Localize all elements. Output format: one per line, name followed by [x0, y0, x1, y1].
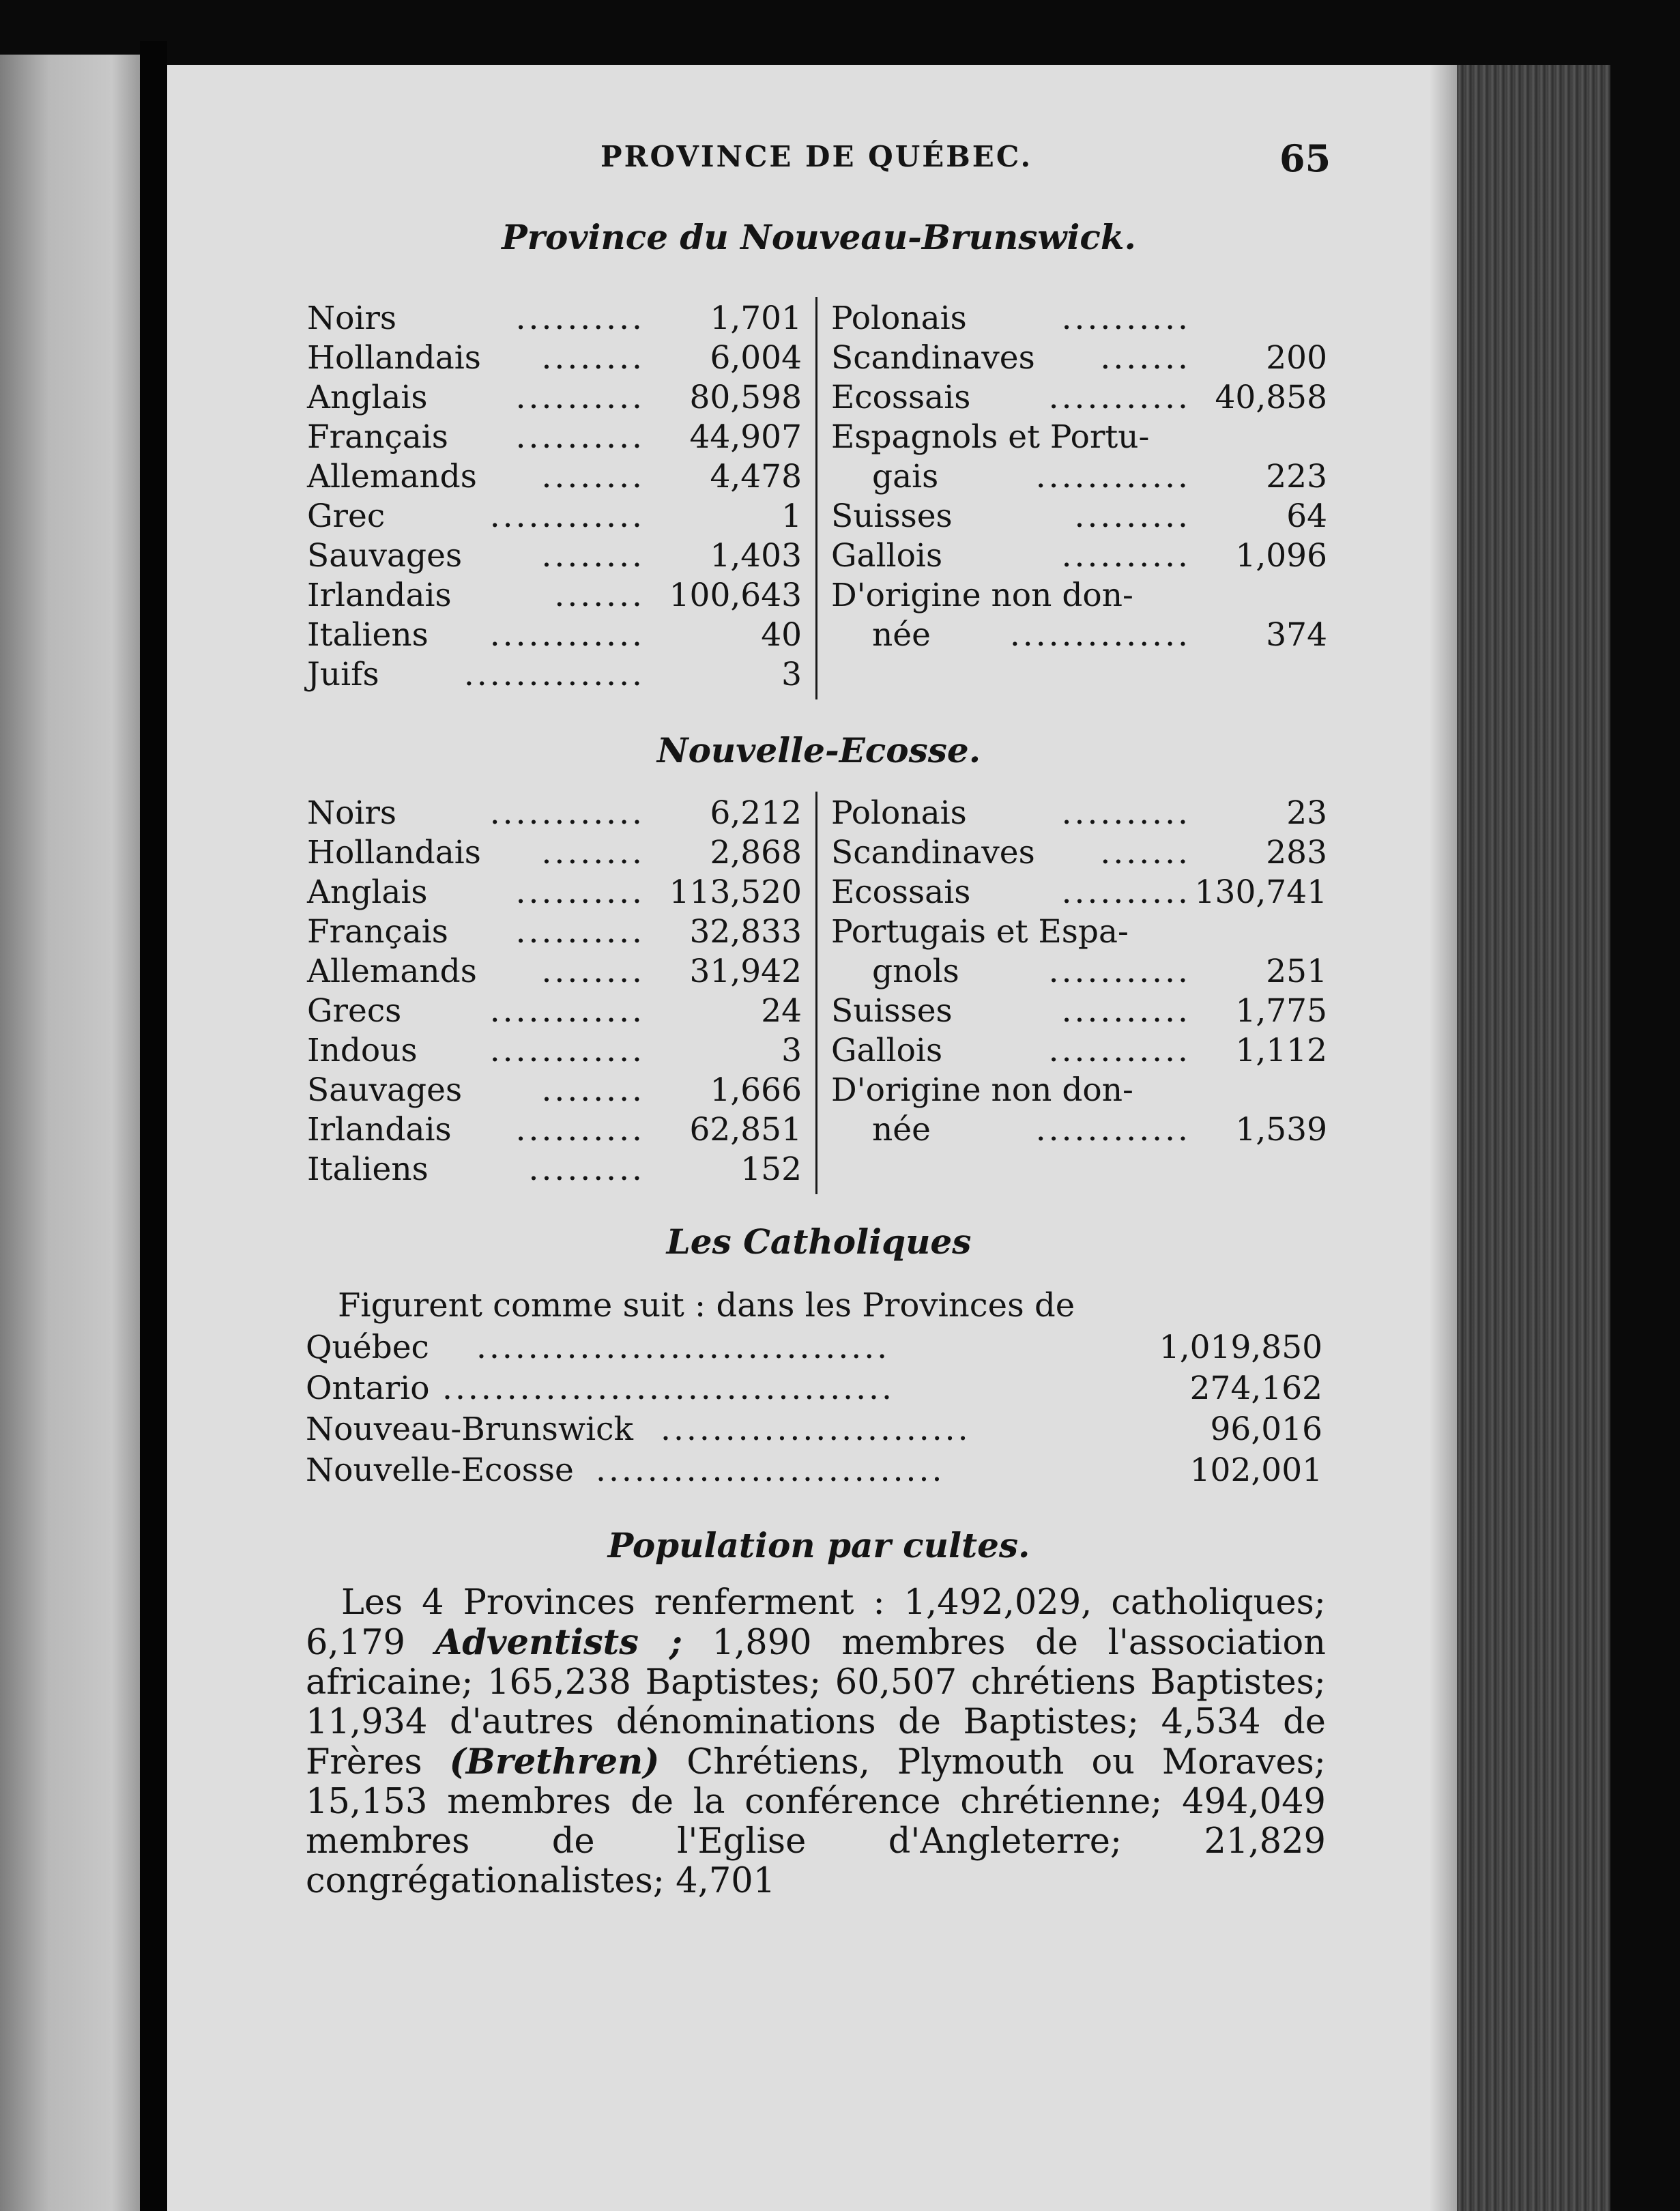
table-row — [831, 912, 1327, 952]
row-value: 3 — [781, 1032, 802, 1069]
table-row — [306, 1327, 1322, 1368]
table-row — [831, 1110, 1327, 1150]
leader-dots: ............ — [489, 794, 645, 832]
leader-dots: ............ — [489, 1032, 645, 1069]
row-value: 113,520 — [669, 873, 802, 911]
section-title-nouveau-brunswick: Province du Nouveau-Brunswick. — [502, 217, 1136, 257]
row-label: Ontario — [306, 1370, 430, 1407]
table-row — [831, 497, 1327, 536]
cultes-paragraph — [306, 1583, 1326, 1901]
row-value: 44,907 — [689, 418, 802, 456]
leader-dots: ........................... — [596, 1451, 945, 1489]
row-value: 130,741 — [1194, 873, 1327, 911]
row-label: Scandinaves — [831, 339, 1035, 377]
leader-dots: .......... — [515, 300, 645, 337]
row-label: Grecs — [307, 992, 402, 1030]
row-label: Scandinaves — [831, 834, 1035, 871]
page-number: 65 — [1279, 136, 1331, 180]
table-row — [831, 833, 1327, 873]
leader-dots: ......... — [1074, 497, 1191, 535]
row-label: Portugais et Espa- — [831, 913, 1129, 951]
paragraph-text: 1,890 membres de l'association africaine; 165,238 Baptistes; 60,507 chrétiens Baptistes; 11,934 d'autres dénominations de Baptistes; 4,534 de Frères — [306, 1623, 1327, 1782]
row-value: 200 — [1266, 339, 1327, 377]
leader-dots: ........ — [541, 458, 645, 495]
row-label: gnols — [872, 953, 959, 990]
table-row — [831, 992, 1327, 1031]
row-value: 96,016 — [1210, 1411, 1322, 1448]
leader-dots: ....... — [1100, 339, 1191, 377]
row-value: 6,004 — [710, 339, 802, 377]
row-label: Sauvages — [307, 537, 463, 575]
table-row — [307, 616, 802, 655]
row-label: Irlandais — [307, 1111, 452, 1148]
row-value: 40,858 — [1215, 379, 1327, 416]
leader-dots: ....... — [1100, 834, 1191, 871]
table-row — [307, 378, 802, 418]
table-row — [307, 794, 802, 833]
row-label: Espagnols et Portu- — [831, 418, 1150, 456]
table-row — [307, 873, 802, 912]
row-value: 32,833 — [689, 913, 802, 951]
leader-dots: .............. — [463, 656, 645, 693]
table-nb-left — [307, 299, 802, 695]
row-value: 374 — [1266, 616, 1327, 654]
row-value: 1,019,850 — [1159, 1329, 1322, 1366]
leader-dots: ........ — [541, 339, 645, 377]
row-value: 1,403 — [710, 537, 802, 575]
table-row — [306, 1450, 1322, 1491]
leader-dots: .......... — [1061, 873, 1191, 911]
table-row — [307, 576, 802, 616]
running-head: PROVINCE DE QUÉBEC. — [600, 140, 1033, 173]
row-value: 1 — [781, 497, 802, 535]
table-row — [307, 1071, 802, 1110]
table-row — [307, 1150, 802, 1189]
catholiques-intro: Figurent comme suit : dans les Provinces de — [338, 1286, 1075, 1325]
row-value: 102,001 — [1189, 1451, 1322, 1489]
row-label: Hollandais — [307, 834, 481, 871]
table-row — [831, 952, 1327, 992]
row-value: 1,096 — [1235, 537, 1327, 575]
row-label: Anglais — [307, 873, 428, 911]
row-label: Suisses — [831, 992, 953, 1030]
row-label: Nouvelle-Ecosse — [306, 1451, 574, 1489]
row-value: 62,851 — [689, 1111, 802, 1148]
leader-dots: ........... — [1048, 379, 1191, 416]
row-value: 40 — [761, 616, 802, 654]
row-label: Gallois — [831, 537, 943, 575]
row-value: 31,942 — [689, 953, 802, 990]
table-row — [307, 299, 802, 338]
row-label: née — [872, 616, 931, 654]
table-row — [307, 536, 802, 576]
table-row — [307, 457, 802, 497]
section-title-catholiques: Les Catholiques — [666, 1222, 972, 1262]
table-row — [307, 338, 802, 378]
table-row — [307, 992, 802, 1031]
row-value: 1,666 — [710, 1071, 802, 1109]
page-stack-edge — [1457, 65, 1610, 2211]
leader-dots: ........ — [541, 537, 645, 575]
row-label: Anglais — [307, 379, 428, 416]
row-label: Hollandais — [307, 339, 481, 377]
leader-dots: ............ — [489, 616, 645, 654]
row-label: Québec — [306, 1329, 429, 1366]
row-label: Noirs — [307, 794, 397, 832]
row-label: Sauvages — [307, 1071, 463, 1109]
row-label: Polonais — [831, 794, 967, 832]
row-label: Italiens — [307, 616, 429, 654]
emphasis-brethren: (Brethren) — [449, 1742, 660, 1782]
table-row — [307, 497, 802, 536]
page-shadow — [1430, 65, 1457, 2211]
column-divider — [815, 792, 817, 1194]
row-label: Irlandais — [307, 577, 452, 614]
row-value: 64 — [1286, 497, 1327, 535]
row-label: Allemands — [307, 953, 477, 990]
leader-dots: ................................... — [442, 1370, 895, 1407]
facing-page-edge — [0, 55, 140, 2211]
section-title-nouvelle-ecosse: Nouvelle-Ecosse. — [656, 730, 981, 770]
column-divider — [815, 297, 817, 699]
leader-dots: .......... — [1061, 300, 1191, 337]
table-row — [307, 1110, 802, 1150]
row-value: 3 — [781, 656, 802, 693]
row-value: 1,112 — [1235, 1032, 1327, 1069]
row-value: 251 — [1266, 953, 1327, 990]
table-row — [306, 1409, 1322, 1450]
row-value: 80,598 — [689, 379, 802, 416]
row-label: Ecossais — [831, 873, 971, 911]
row-value: 1,539 — [1235, 1111, 1327, 1148]
table-row — [307, 655, 802, 695]
leader-dots: .......... — [1061, 537, 1191, 575]
table-row — [831, 794, 1327, 833]
book-gutter — [140, 41, 167, 2211]
row-value: 274,162 — [1189, 1370, 1322, 1407]
table-row — [307, 952, 802, 992]
table-row — [306, 1368, 1322, 1409]
row-label: Français — [307, 418, 448, 456]
section-title-population-par-cultes: Population par cultes. — [607, 1525, 1030, 1565]
leader-dots: .......... — [515, 418, 645, 456]
leader-dots: ............ — [489, 497, 645, 535]
row-label: Juifs — [307, 656, 379, 693]
leader-dots: ........ — [541, 834, 645, 871]
table-row — [831, 378, 1327, 418]
table-row — [831, 873, 1327, 912]
leader-dots: .......... — [515, 1111, 645, 1148]
paragraph-text: Chrétiens, Plymouth ou Moraves; 15,153 membres de la conférence chrétienne; 494,049 membres de l'Eglise d'Angleterre; 21,829 congrégationalistes; 4,701 — [306, 1742, 1326, 1901]
row-label: Noirs — [307, 300, 397, 337]
leader-dots: ........................ — [661, 1411, 971, 1448]
table-row — [307, 833, 802, 873]
table-row — [831, 1071, 1327, 1110]
leader-dots: ............ — [489, 992, 645, 1030]
leader-dots: .......... — [515, 873, 645, 911]
table-row — [307, 1031, 802, 1071]
row-value: 6,212 — [710, 794, 802, 832]
table-row — [831, 1031, 1327, 1071]
paragraph-text: Les 4 Provinces renferment : 1,492,029, catholiques; 6,179 — [306, 1583, 1326, 1663]
table-row — [831, 576, 1327, 616]
leader-dots: ........ — [541, 953, 645, 990]
leader-dots: ................................ — [476, 1329, 890, 1366]
leader-dots: .............. — [1009, 616, 1191, 654]
leader-dots: ........... — [1048, 1032, 1191, 1069]
row-value: 283 — [1266, 834, 1327, 871]
row-value: 152 — [740, 1151, 802, 1188]
leader-dots: ......... — [528, 1151, 645, 1188]
table-ne-left — [307, 794, 802, 1189]
table-nb-right — [831, 299, 1327, 655]
row-label: Suisses — [831, 497, 953, 535]
row-value: 1,701 — [710, 300, 802, 337]
row-label: Grec — [307, 497, 386, 535]
row-value: 223 — [1266, 458, 1327, 495]
leader-dots: .......... — [1061, 794, 1191, 832]
row-label: née — [872, 1111, 931, 1148]
table-row — [831, 616, 1327, 655]
leader-dots: .......... — [1061, 992, 1191, 1030]
table-row — [831, 418, 1327, 457]
row-label: D'origine non don- — [831, 577, 1133, 614]
table-row — [831, 457, 1327, 497]
table-row — [307, 912, 802, 952]
row-value: 1,775 — [1235, 992, 1327, 1030]
leader-dots: ............ — [1035, 458, 1191, 495]
row-label: Français — [307, 913, 448, 951]
row-label: Ecossais — [831, 379, 971, 416]
leader-dots: ........ — [541, 1071, 645, 1109]
row-label: gais — [872, 458, 939, 495]
row-value: 2,868 — [710, 834, 802, 871]
table-ne-right — [831, 794, 1327, 1150]
row-label: D'origine non don- — [831, 1071, 1133, 1109]
table-row — [831, 299, 1327, 338]
row-value: 23 — [1286, 794, 1327, 832]
leader-dots: ........... — [1048, 953, 1191, 990]
leader-dots: ....... — [554, 577, 645, 614]
row-value: 24 — [761, 992, 802, 1030]
leader-dots: ............ — [1035, 1111, 1191, 1148]
emphasis-adventists: Adventists ; — [435, 1622, 682, 1663]
table-row — [307, 418, 802, 457]
table-row — [831, 536, 1327, 576]
leader-dots: .......... — [515, 379, 645, 416]
row-value: 4,478 — [710, 458, 802, 495]
table-row — [831, 338, 1327, 378]
row-value: 100,643 — [669, 577, 802, 614]
catholiques-table — [306, 1327, 1322, 1491]
row-label: Polonais — [831, 300, 967, 337]
row-label: Gallois — [831, 1032, 943, 1069]
row-label: Italiens — [307, 1151, 429, 1188]
row-label: Indous — [307, 1032, 418, 1069]
row-label: Allemands — [307, 458, 477, 495]
leader-dots: .......... — [515, 913, 645, 951]
row-label: Nouveau-Brunswick — [306, 1411, 633, 1448]
